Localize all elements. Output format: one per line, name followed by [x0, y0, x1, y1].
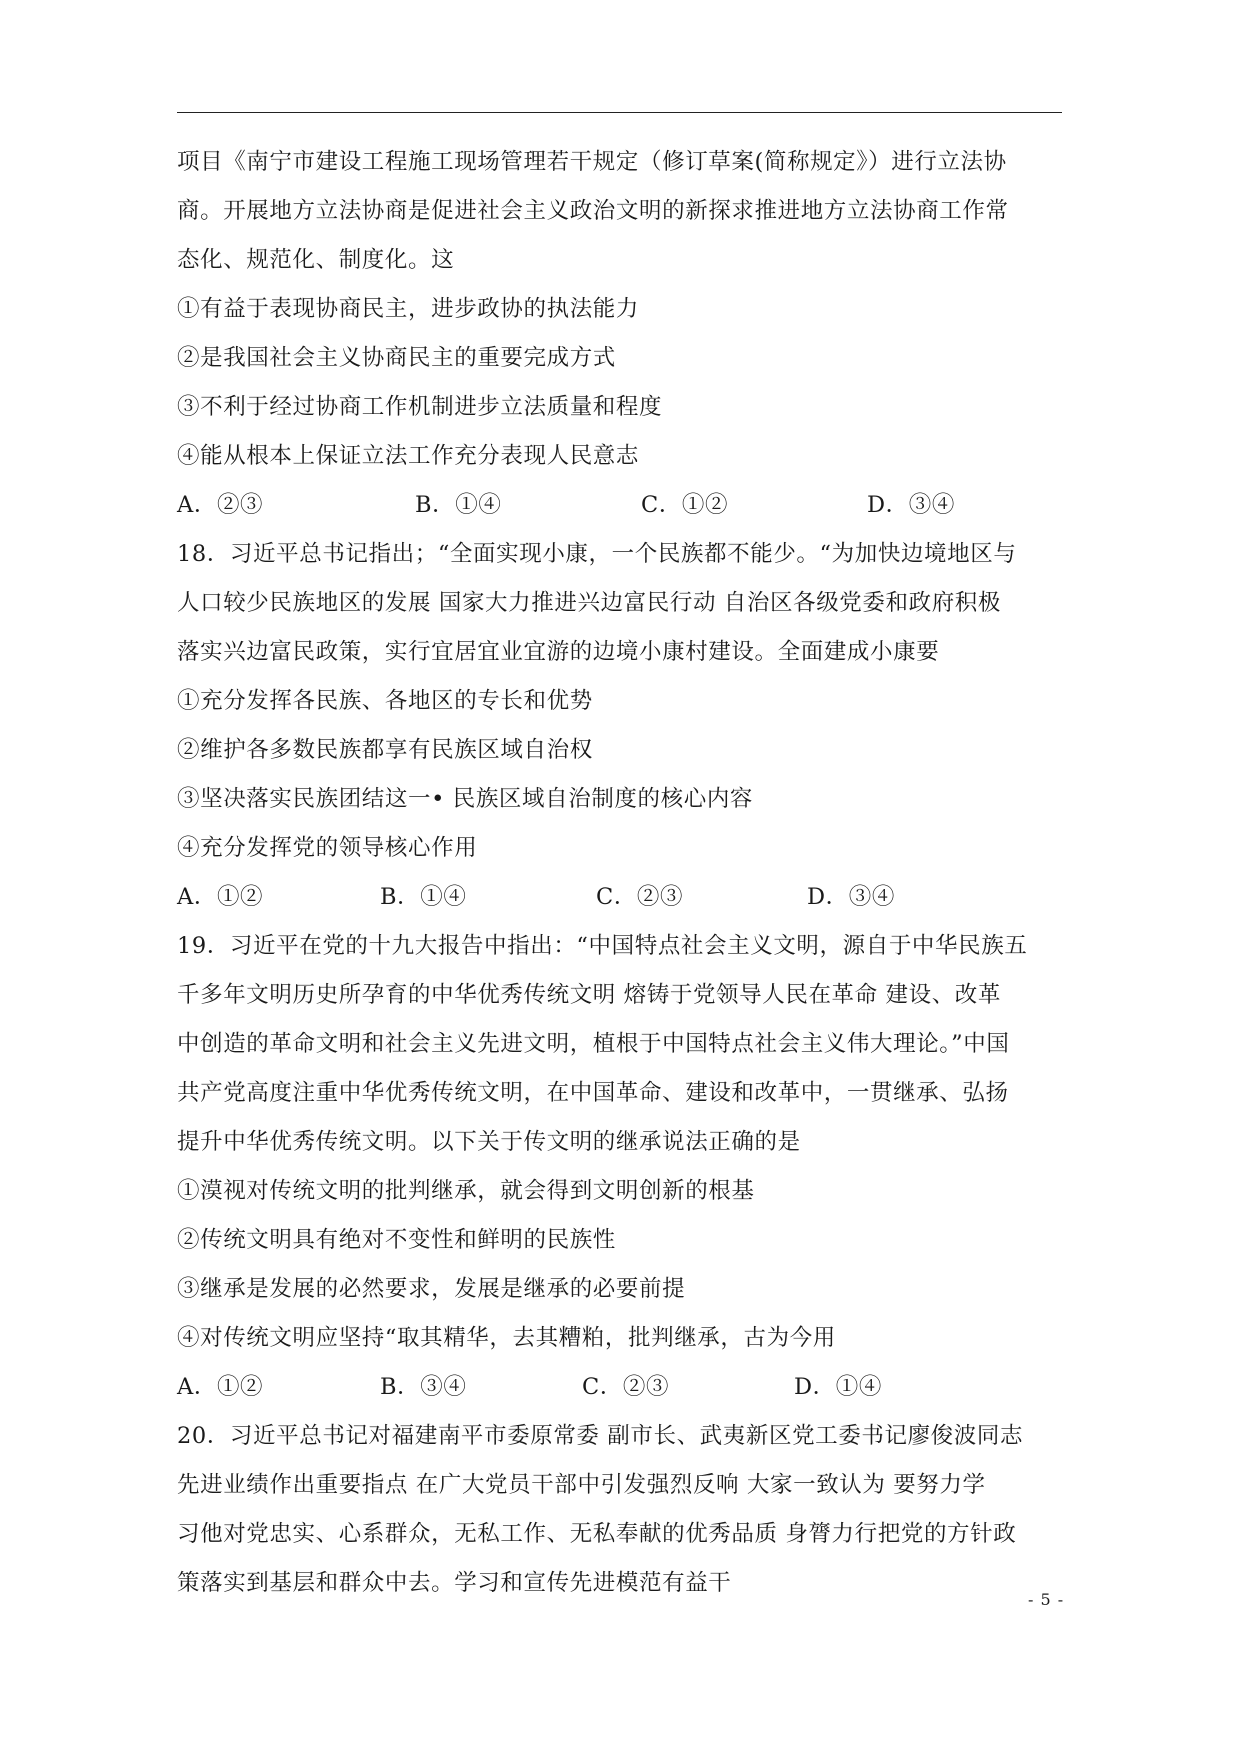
- q17-option-c: C．①②: [641, 492, 729, 518]
- q18-statement-3: ③坚决落实民族团结这一• 民族区域自治制度的核心内容: [177, 786, 754, 812]
- q17-option-d: D．③④: [867, 492, 955, 518]
- q19-statement-2: ②传统文明具有绝对不变性和鲜明的民族性: [177, 1227, 616, 1253]
- q18-statement-1: ①充分发挥各民族、各地区的专长和优势: [177, 688, 593, 714]
- q18-option-b: B．①④: [380, 884, 467, 910]
- q19-option-d: D．①④: [794, 1374, 882, 1400]
- q20-stem-line-4: 策落实到基层和群众中去。学习和宣传先进模范有益干: [177, 1570, 732, 1596]
- q19-option-a: A．①②: [177, 1374, 264, 1400]
- q17-stem-line-2: 商。开展地方立法协商是促进社会主义政治文明的新探求推进地方立法协商工作常: [177, 198, 1009, 224]
- q19-stem-line-1: 19．习近平在党的十九大报告中指出：“中国特点社会主义文明，源自于中华民族五: [177, 933, 1028, 959]
- q18-option-a: A．①②: [177, 884, 264, 910]
- q20-stem-line-1: 20．习近平总书记对福建南平市委原常委 副市长、武夷新区党工委书记廖俊波同志: [177, 1423, 1024, 1449]
- q18-option-c: C．②③: [596, 884, 684, 910]
- q19-stem-line-5: 提升中华优秀传统文明。以下关于传文明的继承说法正确的是: [177, 1129, 801, 1155]
- header-rule: [177, 112, 1062, 113]
- q18-stem-line-1: 18．习近平总书记指出；“全面实现小康，一个民族都不能少。“为加快边境地区与: [177, 541, 1017, 567]
- q18-stem-line-3: 落实兴边富民政策，实行宜居宜业宜游的边境小康村建设。全面建成小康要: [177, 639, 940, 665]
- q17-statement-1: ①有益于表现协商民主，进步政协的执法能力: [177, 296, 640, 322]
- q19-option-c: C．②③: [582, 1374, 670, 1400]
- q18-stem-line-2: 人口较少民族地区的发展 国家大力推进兴边富民行动 自治区各级党委和政府积极: [177, 590, 1002, 616]
- q17-option-b: B．①④: [415, 492, 502, 518]
- q19-statement-3: ③继承是发展的必然要求，发展是继承的必要前提: [177, 1276, 686, 1302]
- q17-options: [177, 491, 1077, 540]
- q19-statement-4: ④对传统文明应坚持“取其精华，去其糟粕，批判继承，古为今用: [177, 1325, 836, 1351]
- q17-stem-line-3: 态化、规范化、制度化。这: [177, 247, 455, 273]
- page-number: - 5 -: [1028, 1590, 1065, 1609]
- q17-statement-2: ②是我国社会主义协商民主的重要完成方式: [177, 345, 616, 371]
- q20-stem-line-2: 先进业绩作出重要指点 在广大党员干部中引发强烈反响 大家一致认为 要努力学: [177, 1472, 986, 1498]
- q17-option-a: A．②③: [177, 492, 264, 518]
- q17-statement-4: ④能从根本上保证立法工作充分表现人民意志: [177, 443, 640, 469]
- q18-option-d: D．③④: [807, 884, 895, 910]
- page-content: [177, 148, 1077, 1618]
- q20-stem-line-3: 习他对党忠实、心系群众，无私工作、无私奉献的优秀品质 身膂力行把党的方针政: [177, 1521, 1017, 1547]
- q17-stem-line-1: 项目《南宁市建设工程施工现场管理若干规定（修订草案(简称规定》）进行立法协: [177, 149, 1007, 175]
- q18-options: [177, 883, 1077, 932]
- q19-option-b: B．③④: [380, 1374, 467, 1400]
- q19-statement-1: ①漠视对传统文明的批判继承，就会得到文明创新的根基: [177, 1178, 755, 1204]
- q19-stem-line-3: 中创造的革命文明和社会主义先进文明，植根于中国特点社会主义伟大理论。”中国: [177, 1031, 1010, 1057]
- q19-stem-line-2: 千多年文明历史所孕育的中华优秀传统文明 熔铸于党领导人民在革命 建设、改革: [177, 982, 1002, 1008]
- q19-stem-line-4: 共产党高度注重中华优秀传统文明，在中国革命、建设和改革中，一贯继承、弘扬: [177, 1080, 1009, 1106]
- q18-statement-4: ④充分发挥党的领导核心作用: [177, 835, 478, 861]
- q18-statement-2: ②维护各多数民族都享有民族区域自治权: [177, 737, 593, 763]
- q19-options: [177, 1373, 1077, 1422]
- q17-statement-3: ③不利于经过协商工作机制进步立法质量和程度: [177, 394, 663, 420]
